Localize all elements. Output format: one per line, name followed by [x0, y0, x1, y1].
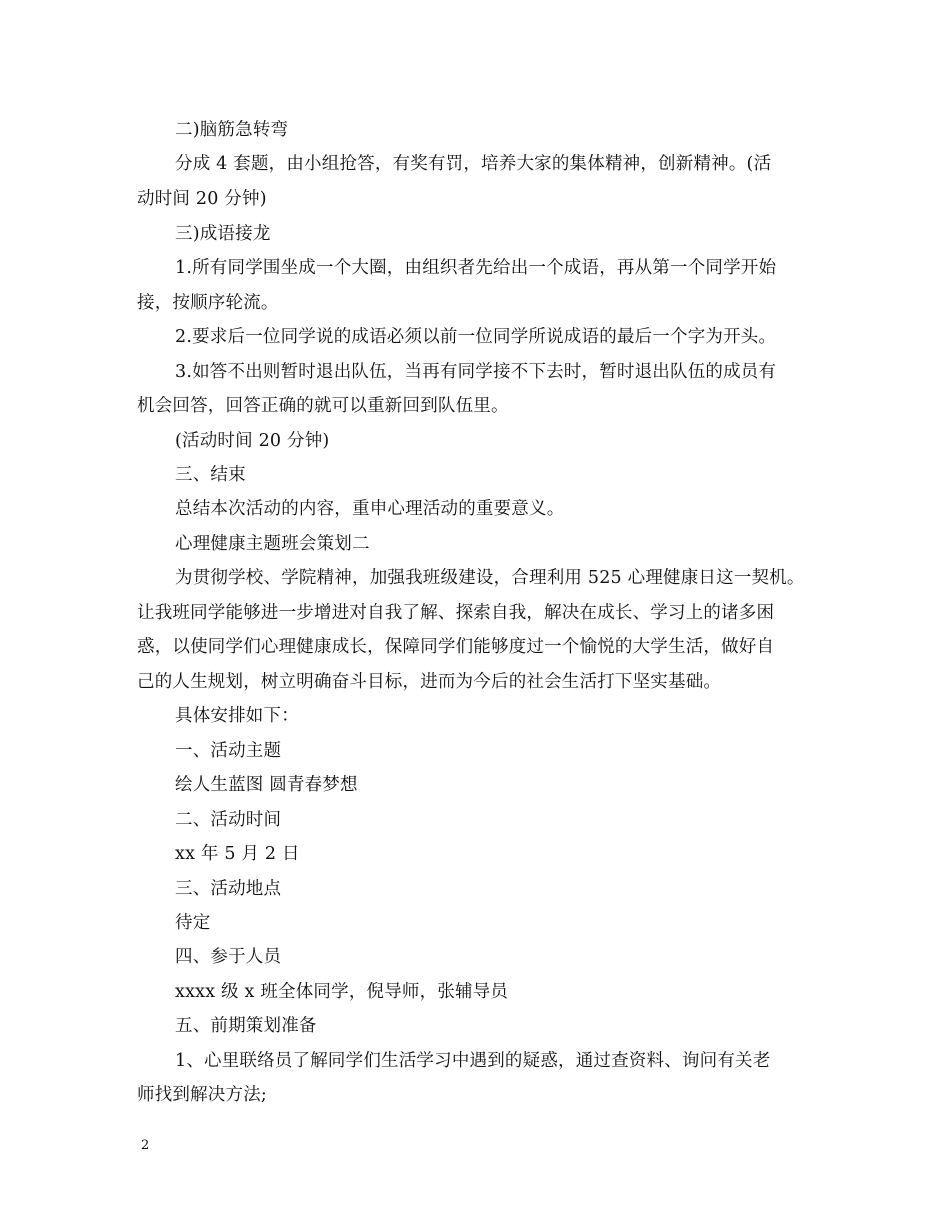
text-line: 2.要求后一位同学说的成语必须以前一位同学所说成语的最后一个字为开头。 — [175, 327, 777, 347]
text-line: 具体安排如下： — [175, 706, 299, 726]
text-line: 一、活动主题 — [175, 741, 282, 761]
text-line: 分成 4 套题，由小组抢答，有奖有罚，培养大家的集体精神，创新精神。(活 — [175, 154, 772, 174]
text-line: 接，按顺序轮流。 — [137, 293, 279, 313]
text-line: 四、参于人员 — [175, 947, 282, 967]
text-line: 为贯彻学校、学院精神，加强我班级建设，合理利用 525 心理健康日这一契机。 — [175, 568, 805, 588]
text-line: 机会回答，回答正确的就可以重新回到队伍里。 — [137, 396, 509, 416]
text-line: 1、心里联络员了解同学们生活学习中遇到的疑惑，通过查资料、询问有关老 — [175, 1051, 771, 1071]
text-line: 让我班同学能够进一步增进对自我了解、探索自我，解决在成长、学习上的诸多困 — [137, 603, 775, 623]
text-line: 二、活动时间 — [175, 810, 282, 830]
text-line: 三、活动地点 — [175, 879, 282, 899]
text-line: 三、结束 — [175, 465, 246, 485]
text-line: 1.所有同学围坐成一个大圈，由组织者先给出一个成语，再从第一个同学开始 — [175, 258, 777, 278]
text-line: 二)脑筋急转弯 — [175, 120, 289, 140]
text-line: 动时间 20 分钟) — [137, 189, 267, 209]
text-line: xx 年 5 月 2 日 — [175, 844, 300, 864]
text-line: 绘人生蓝图 圆青春梦想 — [175, 775, 358, 795]
text-line: 待定 — [175, 913, 211, 933]
text-line: 师找到解决方法; — [137, 1085, 267, 1105]
text-line: 三)成语接龙 — [175, 224, 271, 244]
text-line: (活动时间 20 分钟) — [175, 431, 330, 451]
text-line: 五、前期策划准备 — [175, 1016, 317, 1036]
text-line: 惑，以使同学们心理健康成长，保障同学们能够度过一个愉悦的大学生活，做好自 — [137, 637, 775, 657]
section-heading: 心理健康主题班会策划二 — [175, 534, 370, 554]
text-line: 总结本次活动的内容，重申心理活动的重要意义。 — [175, 499, 565, 519]
text-line: 己的人生规划，树立明确奋斗目标，进而为今后的社会生活打下坚实基础。 — [137, 672, 722, 692]
text-line: xxxx 级 x 班全体同学，倪导师，张辅导员 — [175, 982, 509, 1002]
page-number: 2 — [141, 1138, 150, 1153]
text-line: 3.如答不出则暂时退出队伍，当再有同学接不下去时，暂时退出队伍的成员有 — [175, 362, 777, 382]
